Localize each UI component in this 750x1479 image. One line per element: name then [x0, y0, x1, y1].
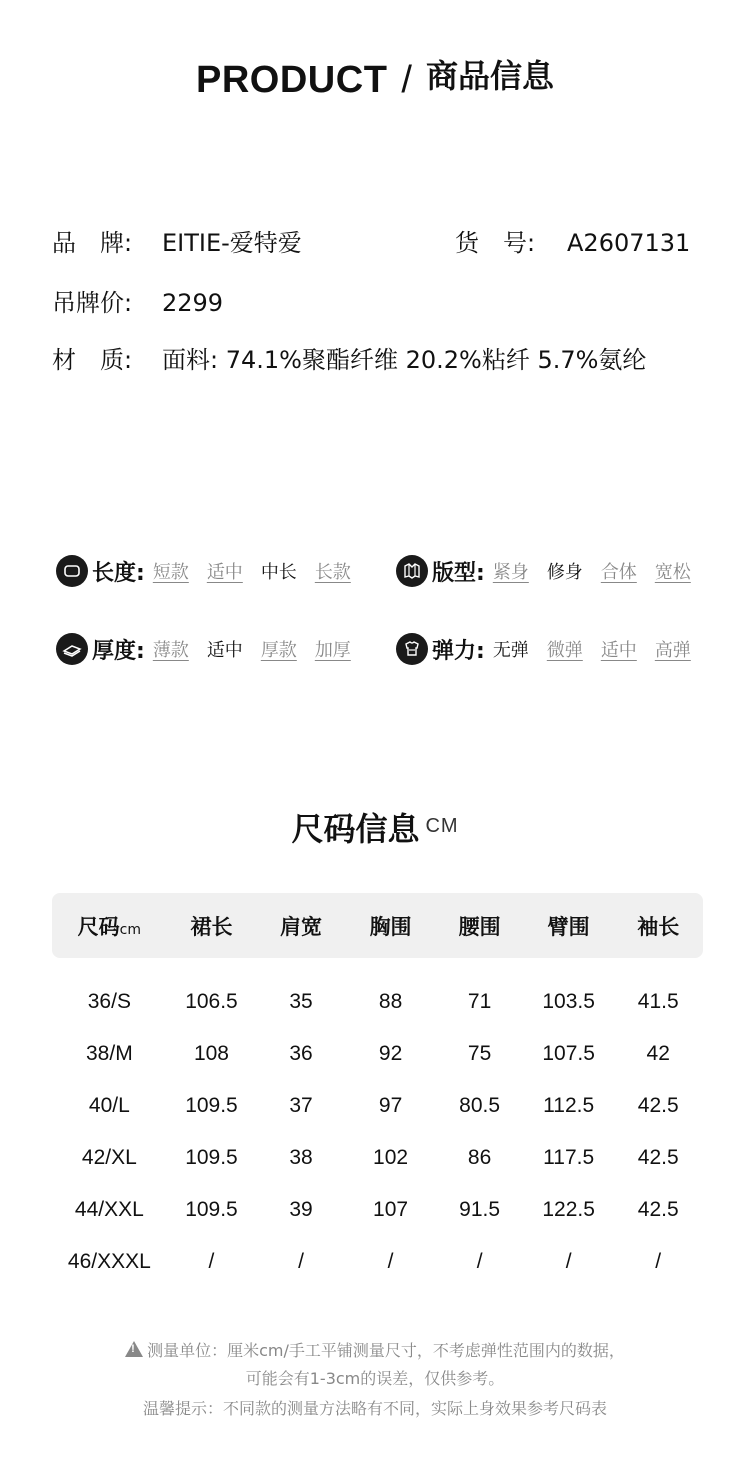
table-cell: 107.5 [542, 1042, 595, 1065]
material-label: 材 质: [52, 346, 133, 374]
note-line-2: 可能会有1-3cm的误差，仅供参考。 [245, 1369, 505, 1388]
sku-value: A2607131 [567, 229, 691, 257]
size-section-title [0, 804, 750, 850]
table-row [52, 958, 703, 1028]
table-cell: 42.5 [637, 1094, 679, 1117]
attribute-thickness [56, 632, 351, 666]
option-loose: 宽松 [654, 562, 691, 583]
option-medium: 适中 [206, 562, 243, 583]
option-high-stretch: 高弹 [654, 640, 691, 661]
table-cell: / [476, 1250, 483, 1273]
measurement-note-2 [0, 1366, 750, 1389]
size-title-text: 尺码信息 [291, 810, 420, 848]
table-row [52, 1028, 703, 1080]
attribute-label: 厚度: [92, 638, 145, 664]
table-row [52, 1184, 703, 1236]
elasticity-icon [396, 633, 428, 665]
table-header-row [52, 893, 703, 958]
option-medium-stretch: 适中 [600, 640, 637, 661]
table-cell: 102 [373, 1146, 409, 1169]
thickness-icon [56, 633, 88, 665]
header-size: 尺码cm [77, 914, 142, 939]
table-cell: 109.5 [185, 1094, 238, 1117]
attribute-label: 长度: [92, 560, 145, 586]
table-cell: 107 [373, 1198, 409, 1221]
table-cell: 117.5 [543, 1146, 595, 1169]
title-english: PRODUCT [196, 59, 388, 101]
header-sleeve: 袖长 [637, 914, 680, 939]
header-waist: 腰围 [458, 914, 501, 939]
table-cell: 35 [289, 990, 313, 1013]
option-slight-stretch: 微弹 [546, 640, 583, 661]
table-row [52, 1080, 703, 1132]
table-cell: / [565, 1250, 572, 1273]
price-label: 吊牌价: [52, 289, 133, 317]
option-regular: 合体 [600, 562, 637, 583]
table-cell: 91.5 [459, 1198, 501, 1221]
table-cell: 97 [378, 1094, 403, 1117]
option-tight: 紧身 [492, 562, 529, 583]
table-cell: / [208, 1250, 215, 1273]
option-extra-thick: 加厚 [314, 640, 351, 661]
note-line-3: 温馨提示：不同款的测量方法略有不同，实际上身效果参考尺码表 [142, 1399, 607, 1418]
note-line-1: 测量单位：厘米cm/手工平铺测量尺寸，不考虑弹性范围内的数据， [147, 1341, 625, 1360]
table-cell: 80.5 [459, 1094, 501, 1117]
table-cell: 39 [289, 1198, 313, 1221]
brand-value: EITIE-爱特爱 [162, 229, 302, 257]
header-arm: 臂围 [547, 914, 590, 939]
table-cell: 41.5 [637, 990, 679, 1013]
table-cell: 38 [289, 1146, 313, 1169]
attribute-label: 版型: [432, 560, 485, 586]
table-cell: 46/XXXL [67, 1250, 151, 1273]
table-cell: 108 [193, 1042, 229, 1065]
option-thick: 厚款 [260, 640, 297, 661]
table-cell: 42.5 [637, 1198, 679, 1221]
table-cell: 42 [646, 1042, 670, 1065]
table-row [52, 1236, 703, 1288]
option-long: 长款 [314, 562, 351, 583]
table-cell: 37 [289, 1094, 313, 1117]
option-moderate: 适中 [206, 640, 243, 661]
header-dress-length: 裙长 [190, 914, 233, 939]
table-cell: 109.5 [185, 1146, 238, 1169]
warning-icon [125, 1341, 143, 1357]
table-cell: / [387, 1250, 394, 1273]
table-cell: 103.5 [542, 990, 595, 1013]
attribute-fit [396, 554, 691, 588]
table-cell: 44/XXL [74, 1198, 144, 1221]
price-value: 2299 [162, 289, 224, 317]
attribute-elasticity [396, 632, 691, 666]
table-cell: 86 [467, 1146, 492, 1169]
option-mid-long: 中长 [260, 562, 297, 583]
material-value: 面料: 74.1%聚酯纤维 20.2%粘纤 5.7%氨纶 [162, 346, 647, 374]
table-cell: 40/L [88, 1094, 130, 1117]
table-cell: / [655, 1250, 662, 1273]
title-separator: / [401, 59, 412, 101]
length-icon [56, 555, 88, 587]
header-shoulder: 肩宽 [280, 914, 323, 939]
table-cell: 109.5 [185, 1198, 238, 1221]
table-cell: 38/M [86, 1042, 133, 1065]
header-bust: 胸围 [369, 914, 412, 939]
table-cell: 36 [289, 1042, 313, 1065]
option-slim: 修身 [546, 562, 583, 583]
size-table [52, 893, 703, 1288]
table-cell: 36/S [87, 990, 131, 1013]
table-cell: 88 [378, 990, 403, 1013]
option-thin: 薄款 [152, 640, 189, 661]
fit-icon [396, 555, 428, 587]
table-cell: 42/XL [81, 1146, 137, 1169]
brand-row [52, 226, 302, 260]
table-cell: / [298, 1250, 304, 1273]
attribute-length [56, 554, 351, 588]
table-cell: 106.5 [185, 990, 238, 1013]
table-cell: 122.5 [542, 1198, 595, 1221]
sku-row [455, 226, 690, 260]
table-row [52, 1132, 703, 1184]
table-cell: 42.5 [637, 1146, 679, 1169]
title-chinese: 商品信息 [425, 57, 554, 95]
option-no-stretch: 无弹 [492, 640, 529, 661]
attribute-label: 弹力: [432, 638, 485, 664]
option-short: 短款 [152, 562, 189, 583]
sku-label: 货 号: [455, 229, 536, 257]
table-cell: 112.5 [543, 1094, 595, 1117]
price-row [52, 286, 223, 320]
tip-note [0, 1396, 750, 1419]
table-cell: 71 [467, 990, 492, 1013]
table-cell: 92 [378, 1042, 403, 1065]
material-row [52, 343, 646, 377]
measurement-note [0, 1338, 750, 1361]
size-title-unit: CM [425, 815, 459, 837]
page-title [0, 56, 750, 102]
brand-label: 品 牌: [52, 229, 133, 257]
table-cell: 75 [467, 1042, 492, 1065]
